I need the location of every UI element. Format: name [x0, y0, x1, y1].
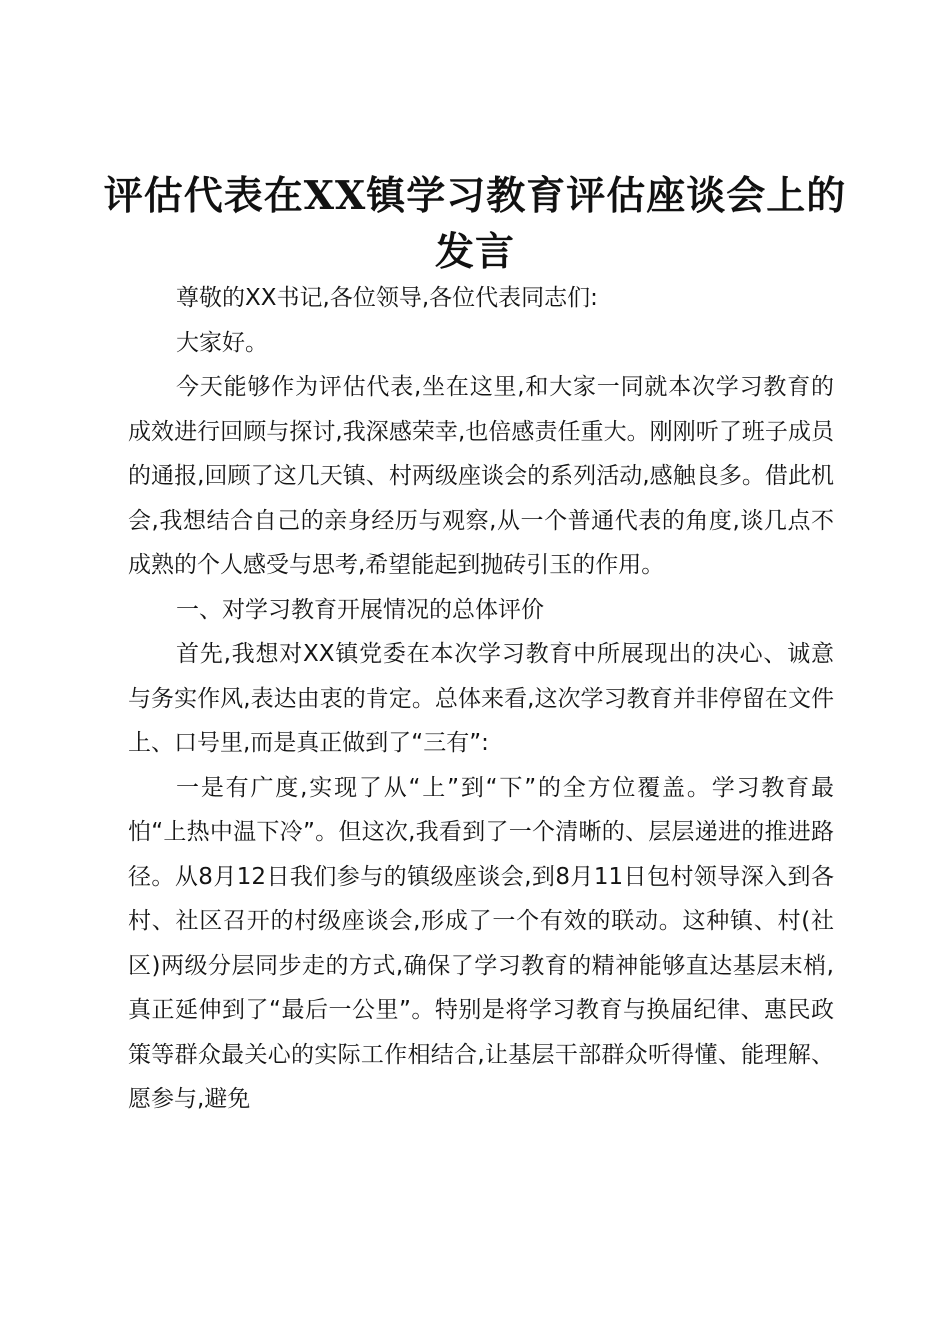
evaluation-paragraph: 首先,我想对XX镇党委在本次学习教育中所展现出的决心、诚意与务实作风,表达由衷的肯定。总体来看,这次学习教育并非停留在文件上、口号里,而是真正做到了“三有”:	[128, 641, 834, 756]
opening-paragraph: 今天能够作为评估代表,坐在这里,和大家一同就本次学习教育的成效进行回顾与探讨,我深感荣幸,也倍感责任重大。刚刚听了班子成员的通报,回顾了这几天镇、村两级座谈会的系列活动,感触良多。借此机会,我想结合自己的亲身经历与观察,从一个普通代表的角度,谈几点不成熟的个人感受与思考,希望能起到抛砖引玉的作用。	[128, 374, 834, 578]
salutation-paragraph: 尊敬的XX书记,各位领导,各位代表同志们:	[176, 285, 598, 311]
document-body	[128, 276, 834, 1122]
greeting-paragraph: 大家好。	[176, 329, 268, 356]
section-heading: 一、对学习教育开展情况的总体评价	[176, 596, 544, 623]
document-title: 评估代表在XX镇学习教育评估座谈会上的发言	[103, 173, 847, 275]
breadth-paragraph: 一是有广度,实现了从“上”到“下”的全方位覆盖。学习教育最怕“上热中温下冷”。但这次,我看到了一个清晰的、层层递进的推进路径。从8月12日我们参与的镇级座谈会,到8月11日包村领导深入到各村、社区召开的村级座谈会,形成了一个有效的联动。这种镇、村(社区)两级分层同步走的方式,确保了学习教育的精神能够直达基层末梢,真正延伸到了“最后一公里”。特别是将学习教育与换届纪律、惠民政策等群众最关心的实际工作相结合,让基层干部群众听得懂、能理解、愿参与,避免	[128, 774, 834, 1112]
